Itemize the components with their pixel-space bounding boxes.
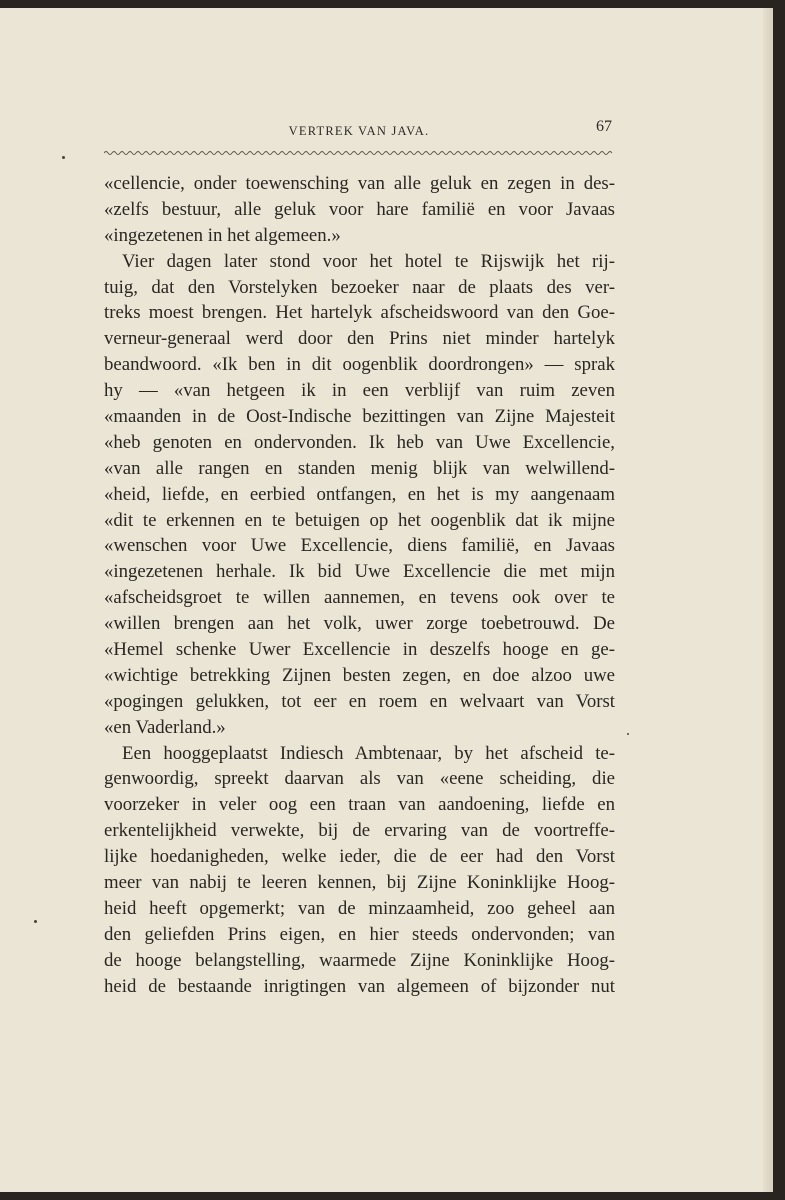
text-line: hy — «van hetgeen ik in een verblijf van ruim zeven [104, 380, 615, 402]
text-line: «dit te erkennen en te betuigen op het oogenblik dat ik mijne [104, 509, 615, 531]
text-line: «wichtige betrekking Zijnen besten zegen, en doe alzoo uwe [104, 664, 615, 686]
text-line: meer van nabij te leeren kennen, bij Zijne Koninklijke Hoog- [104, 872, 615, 894]
text-line: heid de bestaande inrigtingen van algemeen of bijzonder nut [104, 975, 615, 997]
text-line: Een hooggeplaatst Indiesch Ambtenaar, by het afscheid te- [122, 742, 615, 764]
header-wavy-rule [104, 150, 614, 156]
text-line: lijke hoedanigheden, welke ieder, die de eer had den Vorst [104, 846, 615, 868]
page-number: 67 [596, 118, 612, 135]
text-line: «zelfs bestuur, alle geluk voor hare familië en voor Javaas [104, 198, 615, 220]
text-line: «van alle rangen en standen menig blijk van welwillend- [104, 457, 615, 479]
text-line: «heid, liefde, en eerbied ontfangen, en het is my aangenaam [104, 483, 615, 505]
text-line: «ingezetenen in het algemeen.» [104, 224, 341, 246]
text-line: «wenschen voor Uwe Excellencie, diens familië, en Javaas [104, 535, 615, 557]
page-edge [763, 8, 773, 1192]
text-line: «pogingen gelukken, tot eer en roem en welvaart van Vorst [104, 690, 615, 712]
text-line: «en Vaderland.» [104, 716, 226, 738]
paper-speck [34, 920, 37, 923]
text-line: de hooge belangstelling, waarmede Zijne Koninklijke Hoog- [104, 949, 615, 971]
text-line: erkentelijkheid verwekte, bij de ervaring van de voortreffe- [104, 820, 615, 842]
text-line: «maanden in de Oost-Indische bezittingen van Zijne Majesteit [104, 406, 615, 428]
book-page [0, 8, 773, 1192]
page-header [104, 118, 614, 144]
body-text [104, 171, 615, 1000]
text-line: «afscheidsgroet te willen aannemen, en tevens ook over te [104, 587, 615, 609]
text-line: voorzeker in veler oog een traan van aandoening, liefde en [104, 794, 615, 816]
text-line: Vier dagen later stond voor het hotel te Rijswijk het rij- [122, 250, 615, 272]
text-line: tuig, dat den Vorstelyken bezoeker naar de plaats des ver- [104, 276, 615, 298]
running-title: VERTREK VAN JAVA. [288, 124, 430, 138]
text-line: «cellencie, onder toewensching van alle geluk en zegen in des- [104, 173, 615, 194]
text-line: beandwoord. «Ik ben in dit oogenblik doordrongen» — sprak [104, 354, 615, 376]
text-line: genwoordig, spreekt daarvan als van «eene scheiding, die [104, 768, 615, 790]
text-line: «heb genoten en ondervonden. Ik heb van Uwe Excellencie, [104, 431, 615, 453]
text-line: den geliefden Prins eigen, en hier steeds ondervonden; van [104, 923, 615, 945]
text-line: «willen brengen aan het volk, uwer zorge toebetrouwd. De [104, 613, 615, 635]
text-line: «ingezetenen herhale. Ik bid Uwe Excellencie die met mijn [104, 561, 615, 583]
paper-speck [62, 156, 65, 159]
paper-speck [627, 733, 629, 735]
text-line: «Hemel schenke Uwer Excellencie in deszelfs hooge en ge- [104, 639, 615, 661]
text-line: heid heeft opgemerkt; van de minzaamheid, zoo geheel aan [104, 897, 615, 919]
text-line: verneur-generaal werd door den Prins niet minder hartelyk [104, 328, 615, 350]
text-line: treks moest brengen. Het hartelyk afscheidswoord van den Goe- [104, 302, 615, 324]
